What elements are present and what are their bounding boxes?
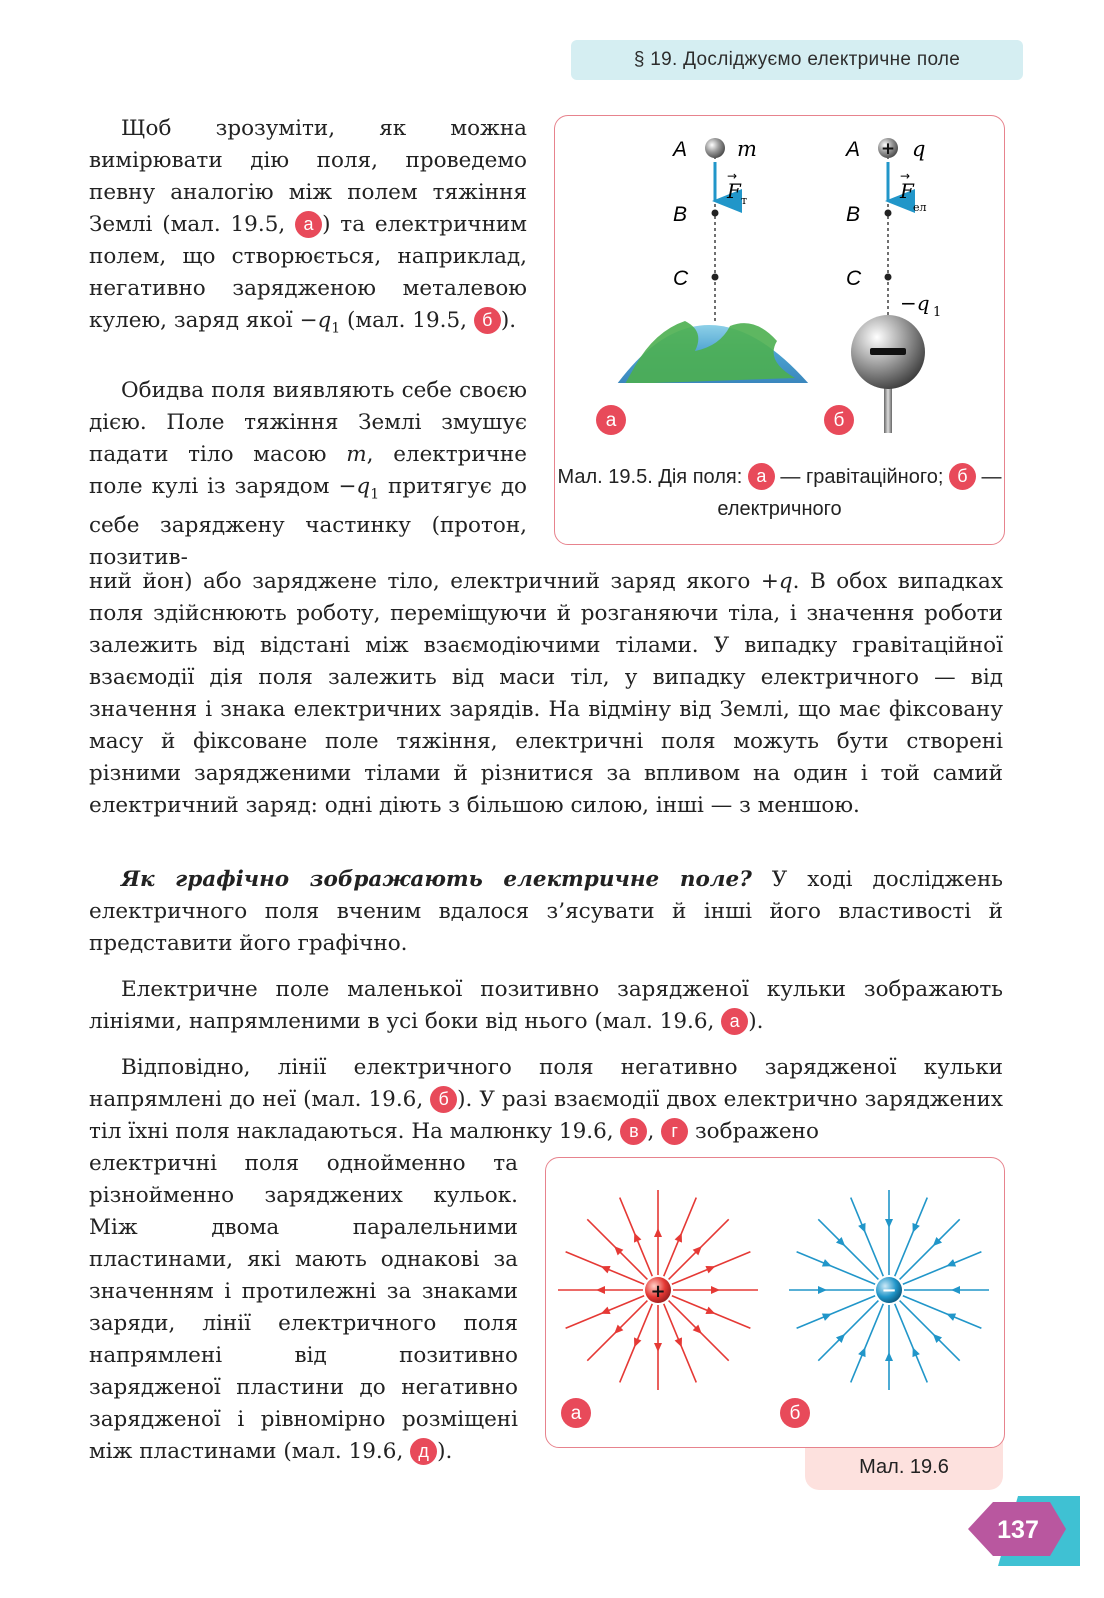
- field-line: [797, 1252, 876, 1285]
- label-badge: б: [474, 307, 501, 334]
- page-number-tab: [968, 1496, 1080, 1566]
- svg-text:→: →: [727, 169, 738, 183]
- point-a-label: A: [846, 138, 861, 161]
- svg-text:т: т: [741, 194, 748, 207]
- electric-force-label: F: [900, 179, 914, 203]
- svg-text:+: +: [650, 1281, 666, 1302]
- test-mass-ball: [705, 138, 725, 158]
- field-arrowhead: [951, 1286, 960, 1294]
- field-arrowhead: [818, 1286, 827, 1294]
- field-line: [900, 1301, 960, 1361]
- label-badge: а: [721, 1008, 748, 1035]
- field-line: [895, 1198, 928, 1277]
- point-a-label: A: [673, 138, 688, 161]
- field-arrowhead: [654, 1343, 662, 1352]
- point-c-label: C: [673, 267, 689, 290]
- question-heading: Як графічно зображають електричне поле?: [121, 867, 752, 892]
- section-header: § 19. Досліджуємо електричне поле: [571, 40, 1023, 80]
- paragraph-2-continued: ний йон) або заряджене тіло, електричний заряд якого +q. В обох випадках поля здійснюють роботу, переміщуючи й розганяючи тіла, і значення роботи залежить від відстані між взаємодіючими тілами. У випадку гравітаційної взаємодії дія поля залежить від маси тіл, у випадку електричного — від значення і знака електричних зарядів. На відміну від Землі, що має фіксовану масу й фіксоване поле тяжіння, електричні поля можуть бути створені різними зарядженими тілами й різнитися за впливом на один і той самий електричний заряд: одні діють з більшою силою, інші — з меншою.: [89, 569, 1004, 818]
- figure-19-5-caption: Мал. 19.5. Дія поля: а — гравітаційного; б — електричного: [555, 461, 1004, 525]
- mass-label: m: [737, 137, 757, 161]
- gravity-force-label: F: [727, 179, 741, 203]
- paragraph-1: Щоб зрозуміти, як можна вимірювати дію поля, проведемо певну аналогію між полем тяжіння Землі (мал. 19.5, а ) та електричним полем, що створюється, наприклад, негативно зарядженою металевою кулею, заряд якої $-q_1$ (мал. 19.5, б ).: [89, 116, 527, 337]
- field-line: [797, 1296, 876, 1329]
- label-badge: а: [295, 211, 322, 238]
- paragraph-2: Обидва поля виявляють себе своєю дією. Поле тяжіння Землі змушує падати тіло масою m, електричне поле кулі із зарядом $-q_1$ притягує до себе заряджену частинку (протон, позитив-: [89, 378, 527, 571]
- label-badge: д: [410, 1438, 437, 1465]
- field-line: [851, 1304, 884, 1383]
- paragraph-5: Відповідно, лінії електричного поля негативно зарядженої кульки напрямлені до неї (мал. 19.6, б ). У разі взаємодії двох електрично заряджених тіл їхні поля накладаються. На малюнку 19.6, в , г зображено: [89, 1055, 1003, 1144]
- paragraph-3: Як графічно зображають електричне поле? У ході досліджень електричного поля вченим вдалося з’ясувати й інші його властивості й представити його графічно.: [89, 867, 1003, 956]
- figure-label-a: а: [570, 1403, 582, 1424]
- field-line: [903, 1252, 982, 1285]
- label-badge: в: [620, 1118, 647, 1145]
- svg-text:1: 1: [933, 305, 942, 320]
- page-number: 137: [997, 1516, 1039, 1544]
- field-arrowhead: [596, 1286, 605, 1294]
- paragraph-4: Електричне поле маленької позитивно зарядженої кульки зображають лініями, напрямленими в усі боки від нього (мал. 19.6, а ).: [89, 977, 1003, 1034]
- label-badge: г: [661, 1118, 688, 1145]
- field-line: [903, 1296, 982, 1329]
- label-badge: а: [748, 463, 775, 490]
- figure-label-a: а: [605, 410, 617, 431]
- svg-text:→: →: [900, 169, 911, 183]
- figure-19-6: [545, 1157, 1005, 1448]
- figure-label-b: б: [833, 410, 845, 431]
- figure-label-b: б: [789, 1403, 801, 1424]
- figure-19-5-drawing: [555, 116, 1004, 456]
- field-line: [895, 1304, 928, 1383]
- charge-label: q: [912, 137, 926, 161]
- field-line: [851, 1198, 884, 1277]
- figure-19-6-caption: Мал. 19.6: [805, 1438, 1003, 1490]
- field-arrowhead: [711, 1286, 720, 1294]
- field-line: [818, 1301, 878, 1361]
- svg-text:ел: ел: [913, 201, 927, 214]
- label-badge: б: [949, 463, 976, 490]
- figure-19-5: [554, 115, 1005, 545]
- field-line: [900, 1219, 960, 1279]
- field-arrowhead: [885, 1219, 893, 1228]
- point-c-label: C: [846, 267, 862, 290]
- svg-text:+: +: [880, 139, 896, 159]
- paragraph-6: електричні поля однойменно та різнойменно заряджених кульок. Між двома паралельними пластинами, які мають однакові за значенням і протилежні за знаками заряди, лінії електричного поля напрямлені від позитивно зарядженої пластини до негативно зарядженої і рівномірно розміщені між пластинами (мал. 19.6, д ).: [89, 1151, 518, 1464]
- sphere-charge-label: −q: [900, 291, 930, 315]
- point-b-label: B: [846, 203, 861, 226]
- field-arrowhead: [885, 1352, 893, 1361]
- svg-text:−: −: [881, 1280, 897, 1301]
- point-b-label: B: [673, 203, 688, 226]
- figure-19-6-drawing: [546, 1158, 1004, 1447]
- label-badge: б: [430, 1086, 457, 1113]
- field-line: [818, 1219, 878, 1279]
- field-arrowhead: [654, 1228, 662, 1237]
